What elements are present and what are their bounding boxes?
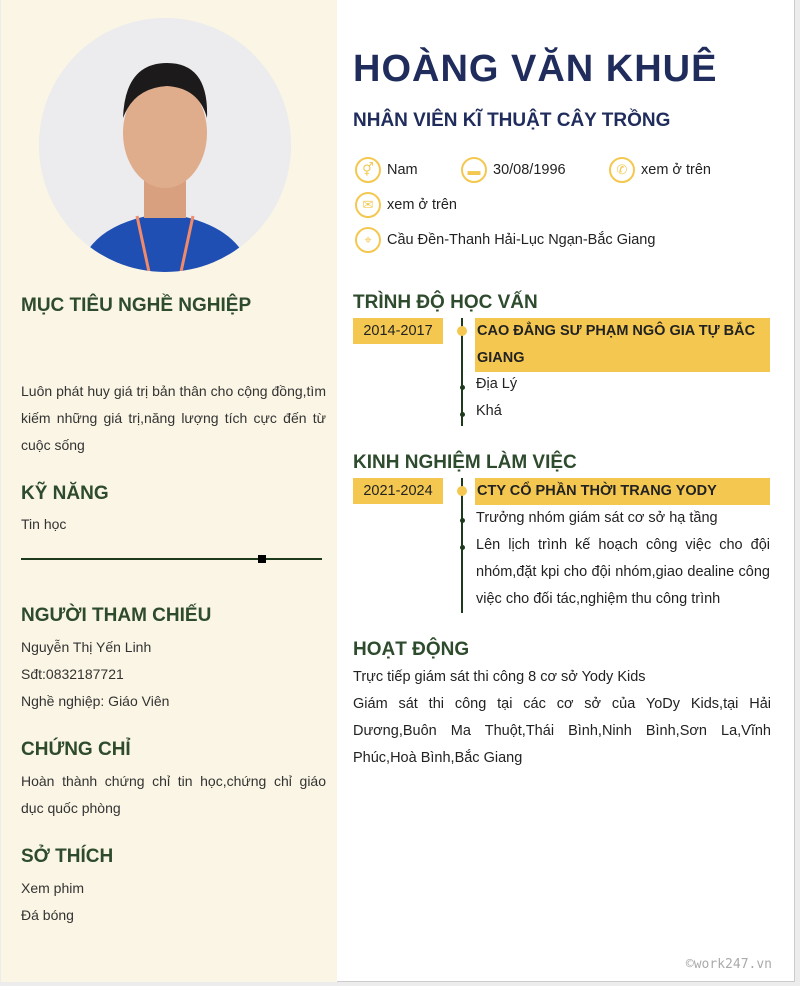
activity-line: Giám sát thi công tại các cơ sở của YoDy Kids,tại Hải Dương,Buôn Ma Thuột,Thái Bình,Ninh Bình,Sơn La,Vĩnh Phúc,Hoà Bình,Bắc Giang [353,696,771,766]
sidebar [1,0,337,982]
experience-detail: Lên lịch trình kế hoạch công việc cho đội nhóm,đặt kpi cho đội nhóm,giao dealine công việc cho đối tác,nghiệm thu công trình [476,537,770,607]
email-icon: ✉ [355,192,381,218]
experience-detail: Trưởng nhóm giám sát cơ sở hạ tầng [476,510,718,526]
timeline-dot [457,486,467,496]
education-school: CAO ĐẲNG SƯ PHẠM NGÔ GIA TỰ BẮC GIANG [475,318,770,372]
skill-level-bar [21,558,322,560]
activity-line: Trực tiếp giám sát thi công 8 cơ sở Yody Kids [353,669,646,685]
map-pin-icon: ⌖ [355,227,381,253]
contact-birthday [461,157,566,183]
experience-heading: KINH NGHIỆM LÀM VIỆC [353,452,577,473]
timeline-dot [457,326,467,336]
bullet-dot [460,385,465,390]
bullet-dot [460,545,465,550]
phone-icon: ✆ [609,157,635,183]
activities-heading: HOẠT ĐỘNG [353,639,470,660]
objective-text: Luôn phát huy giá trị bản thân cho cộng đồng,tìm kiếm những giá trị,năng lượng tích cực đến từ cuộc sống [21,383,326,453]
bullet-dot [460,412,465,417]
hobby-item: Đá bóng [21,907,74,923]
bullet-dot [460,518,465,523]
phone-text: xem ở trên [641,162,711,178]
reference-job: Nghề nghiệp: Giáo Viên [21,693,170,709]
contact-address [355,227,655,253]
education-major: Địa Lý [476,376,518,392]
reference-name: Nguyễn Thị Yến Linh [21,639,152,655]
birthday-cake-icon: ▬ [461,157,487,183]
objective-heading: MỤC TIÊU NGHỀ NGHIỆP [21,295,252,316]
skill-level-marker [258,555,266,563]
email-text: xem ở trên [387,197,457,213]
education-heading: TRÌNH ĐỘ HỌC VẤN [353,292,538,313]
full-name: HOÀNG VĂN KHUÊ [353,48,718,90]
hobby-item: Xem phim [21,880,85,896]
contact-gender [355,157,418,183]
cv-page [1,0,795,982]
certificates-text: Hoàn thành chứng chỉ tin học,chứng chỉ giáo dục quốc phòng [21,773,326,816]
birthday-text: 30/08/1996 [493,162,566,178]
watermark: ©work247.vn [685,957,772,972]
gender-text: Nam [387,162,418,178]
profile-photo [39,18,291,272]
contact-email [355,192,457,218]
reference-phone: Sđt:0832187721 [21,666,124,682]
experience-date: 2021-2024 [353,478,443,504]
skills-heading: KỸ NĂNG [21,483,109,504]
job-title: NHÂN VIÊN KĨ THUẬT CÂY TRỒNG [353,110,671,131]
skill-name: Tin học [21,516,67,532]
hobbies-heading: SỞ THÍCH [21,846,114,867]
certificates-heading: CHỨNG CHỈ [21,739,131,760]
education-date: 2014-2017 [353,318,443,344]
experience-company: CTY CỔ PHẦN THỜI TRANG YODY [475,478,770,505]
gender-icon: ⚥ [355,157,381,183]
address-text: Cầu Đền-Thanh Hải-Lục Ngạn-Bắc Giang [387,232,656,248]
education-grade: Khá [476,403,502,419]
contact-phone [609,157,711,183]
references-heading: NGƯỜI THAM CHIẾU [21,605,212,626]
